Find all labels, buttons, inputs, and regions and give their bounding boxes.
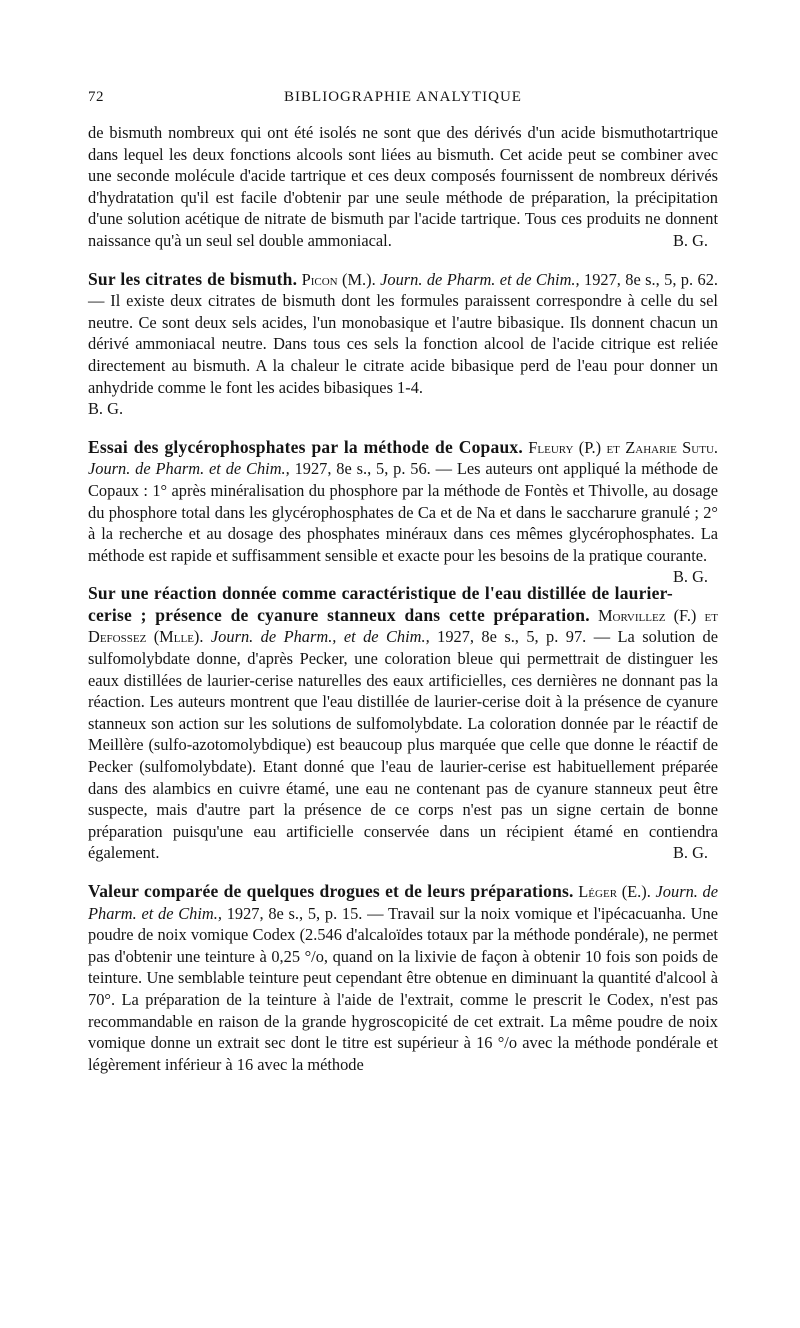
entry-authors: Picon (M.). bbox=[301, 269, 376, 289]
entry-body bbox=[88, 881, 718, 1075]
entry-title: Sur une réaction donnée comme caractéristique de l'eau distillée de laurier-cerise ; présence de cyanure stanneux dans cette préparation. bbox=[88, 583, 673, 625]
entry-authors: Fleury (P.) et Zaharie Sutu. bbox=[528, 437, 718, 457]
entry-journal: Journ. de Pharm. et de Chim., bbox=[88, 459, 290, 479]
entry-body bbox=[88, 583, 718, 864]
entry-reference: 1927, 8e s., 5, p. 62. — bbox=[88, 269, 718, 311]
entry-title: Essai des glycérophosphates par la méthode de Copaux. bbox=[88, 436, 523, 457]
entry-text: Travail sur la noix vomique et l'ipécacuanha. Une poudre de noix vomique Codex (2.546 d'alcaloïdes totaux par la méthode pondérale), ne permet pas d'obtenir une teinture à 0,25 °/o, quand on la lixivie de façon à obtenir 10 fois son poids de teinture. Une semblable teinture peut cependant être obtenue en diminuant la quantité d'alcool à 70°. La préparation de la teinture à l'aide de l'extrait, comme le prescrit le Codex, n'est pas recommandable en raison de la grande hygroscopicité de cet extrait. La même poudre de noix vomique donne un extrait sec dont le titre est supérieur à 16 °/o avec la méthode pondérale et légèrement inférieur à 16 avec la méthode bbox=[88, 903, 718, 1074]
entry-text: Il existe deux citrates de bismuth dont les formules paraissent correspondre à celle du sel neutre. Ce sont deux sels acides, l'un monobasique et l'autre bibasique. Ils donnent chacun un dérivé ammoniacal neutre. Dans tous ces sels la fonction alcool de l'acide citrique est reliée directement au bismuth. A la chaleur le citrate acide bibasique perd de l'eau pour donner un anhydride comme le font les acides bibasiques 1-4. bbox=[88, 291, 718, 397]
page-body bbox=[88, 122, 718, 1075]
intro-text: de bismuth nombreux qui ont été isolés ne sont que des dérivés d'un acide bismuthotartrique dans lequel les deux fonctions alcools sont liées au bismuth. Cet acide peut se combiner avec une seconde molécule d'acide tartrique et ces deux composés fournissent de nombreux dérivés d'hydratation qu'il est facile d'obtenir par une seule méthode de préparation, la précipitation d'une solution acétique de nitrate de bismuth par l'acide tartrique. Tous ces produits ne donnent naissance qu'à un seul sel double ammoniacal. bbox=[88, 123, 718, 250]
running-head: BIBLIOGRAPHIE ANALYTIQUE bbox=[284, 89, 522, 105]
intro-signature: B. G. bbox=[672, 230, 708, 250]
entry-authors: Léger (E.). bbox=[578, 882, 651, 901]
entry-authors: Morvillez (F.) et Defossez (Mlle). bbox=[88, 605, 718, 647]
entry-body bbox=[88, 436, 718, 587]
bibliography-entry bbox=[88, 269, 718, 420]
entry-body bbox=[88, 269, 718, 399]
entry-signature: B. G. bbox=[88, 399, 124, 419]
entry-journal: Journ. de Pharm., et de Chim., bbox=[210, 627, 430, 647]
entry-text: La solution de sulfomolybdate donne, d'après Pecker, une coloration bleue qui permettrait de distinguer les eaux distillées de laurier-cerise naturelles des eaux artificielles, ces dernières ne donnant pas la réaction. Les auteurs montrent que l'eau distillée de laurier-cerise doit à la présence de cyanure stanneux son action sur les solutions de sulfomolybdate. La coloration donnée par le réactif de Meillère (sulfo-azotomolybdique) est beaucoup plus marquée que celle que donne le réactif de Pecker (sulfomolybdate). Etant donné que l'eau de laurier-cerise est habituellement préparée dans des alambics en cuivre étamé, une eau ne contenant pas de cyanure stanneux peut être suspecte, mais d'autre part la présence de ce corps n'est pas un signe certain de bonne préparation puisqu'une eau artificielle conservée dans un récipient étamé en contiendra également. bbox=[88, 627, 718, 863]
intro-paragraph bbox=[88, 122, 718, 252]
bibliography-entry bbox=[88, 436, 718, 587]
entry-signature: B. G. bbox=[672, 843, 708, 863]
entry-signature: B. G. bbox=[672, 567, 708, 587]
bibliography-entry bbox=[88, 583, 718, 864]
entry-reference: 1927, 8e s., 5, p. 97. — bbox=[437, 627, 611, 647]
entry-text: Les auteurs ont appliqué la méthode de Copaux : 1° après minéralisation du phosphore par la méthode de Fontès et Thivolle, au dosage du phosphore total dans les glycérophosphates de Ca et de Na et dans le saccharure granulé ; 2° à la recherche et au dosage des phosphates minéraux dans ces mêmes glycérophosphates. La méthode est rapide et suffisamment sensible et exacte pour les besoins de la pratique courante. bbox=[88, 459, 718, 565]
page-header bbox=[88, 89, 718, 111]
entry-journal: Journ. de Pharm. et de Chim., bbox=[88, 882, 719, 923]
entry-journal: Journ. de Pharm. et de Chim., bbox=[380, 269, 580, 289]
entry-reference: 1927, 8e s., 5, p. 15. — bbox=[226, 903, 384, 923]
entry-title: Valeur comparée de quelques drogues et de leurs préparations. bbox=[88, 881, 574, 901]
entry-reference: 1927, 8e s., 5, p. 56. — bbox=[294, 459, 452, 479]
bibliography-entry bbox=[88, 881, 718, 1075]
page-number: 72 bbox=[88, 89, 104, 105]
entry-title: Sur les citrates de bismuth. bbox=[88, 268, 298, 289]
